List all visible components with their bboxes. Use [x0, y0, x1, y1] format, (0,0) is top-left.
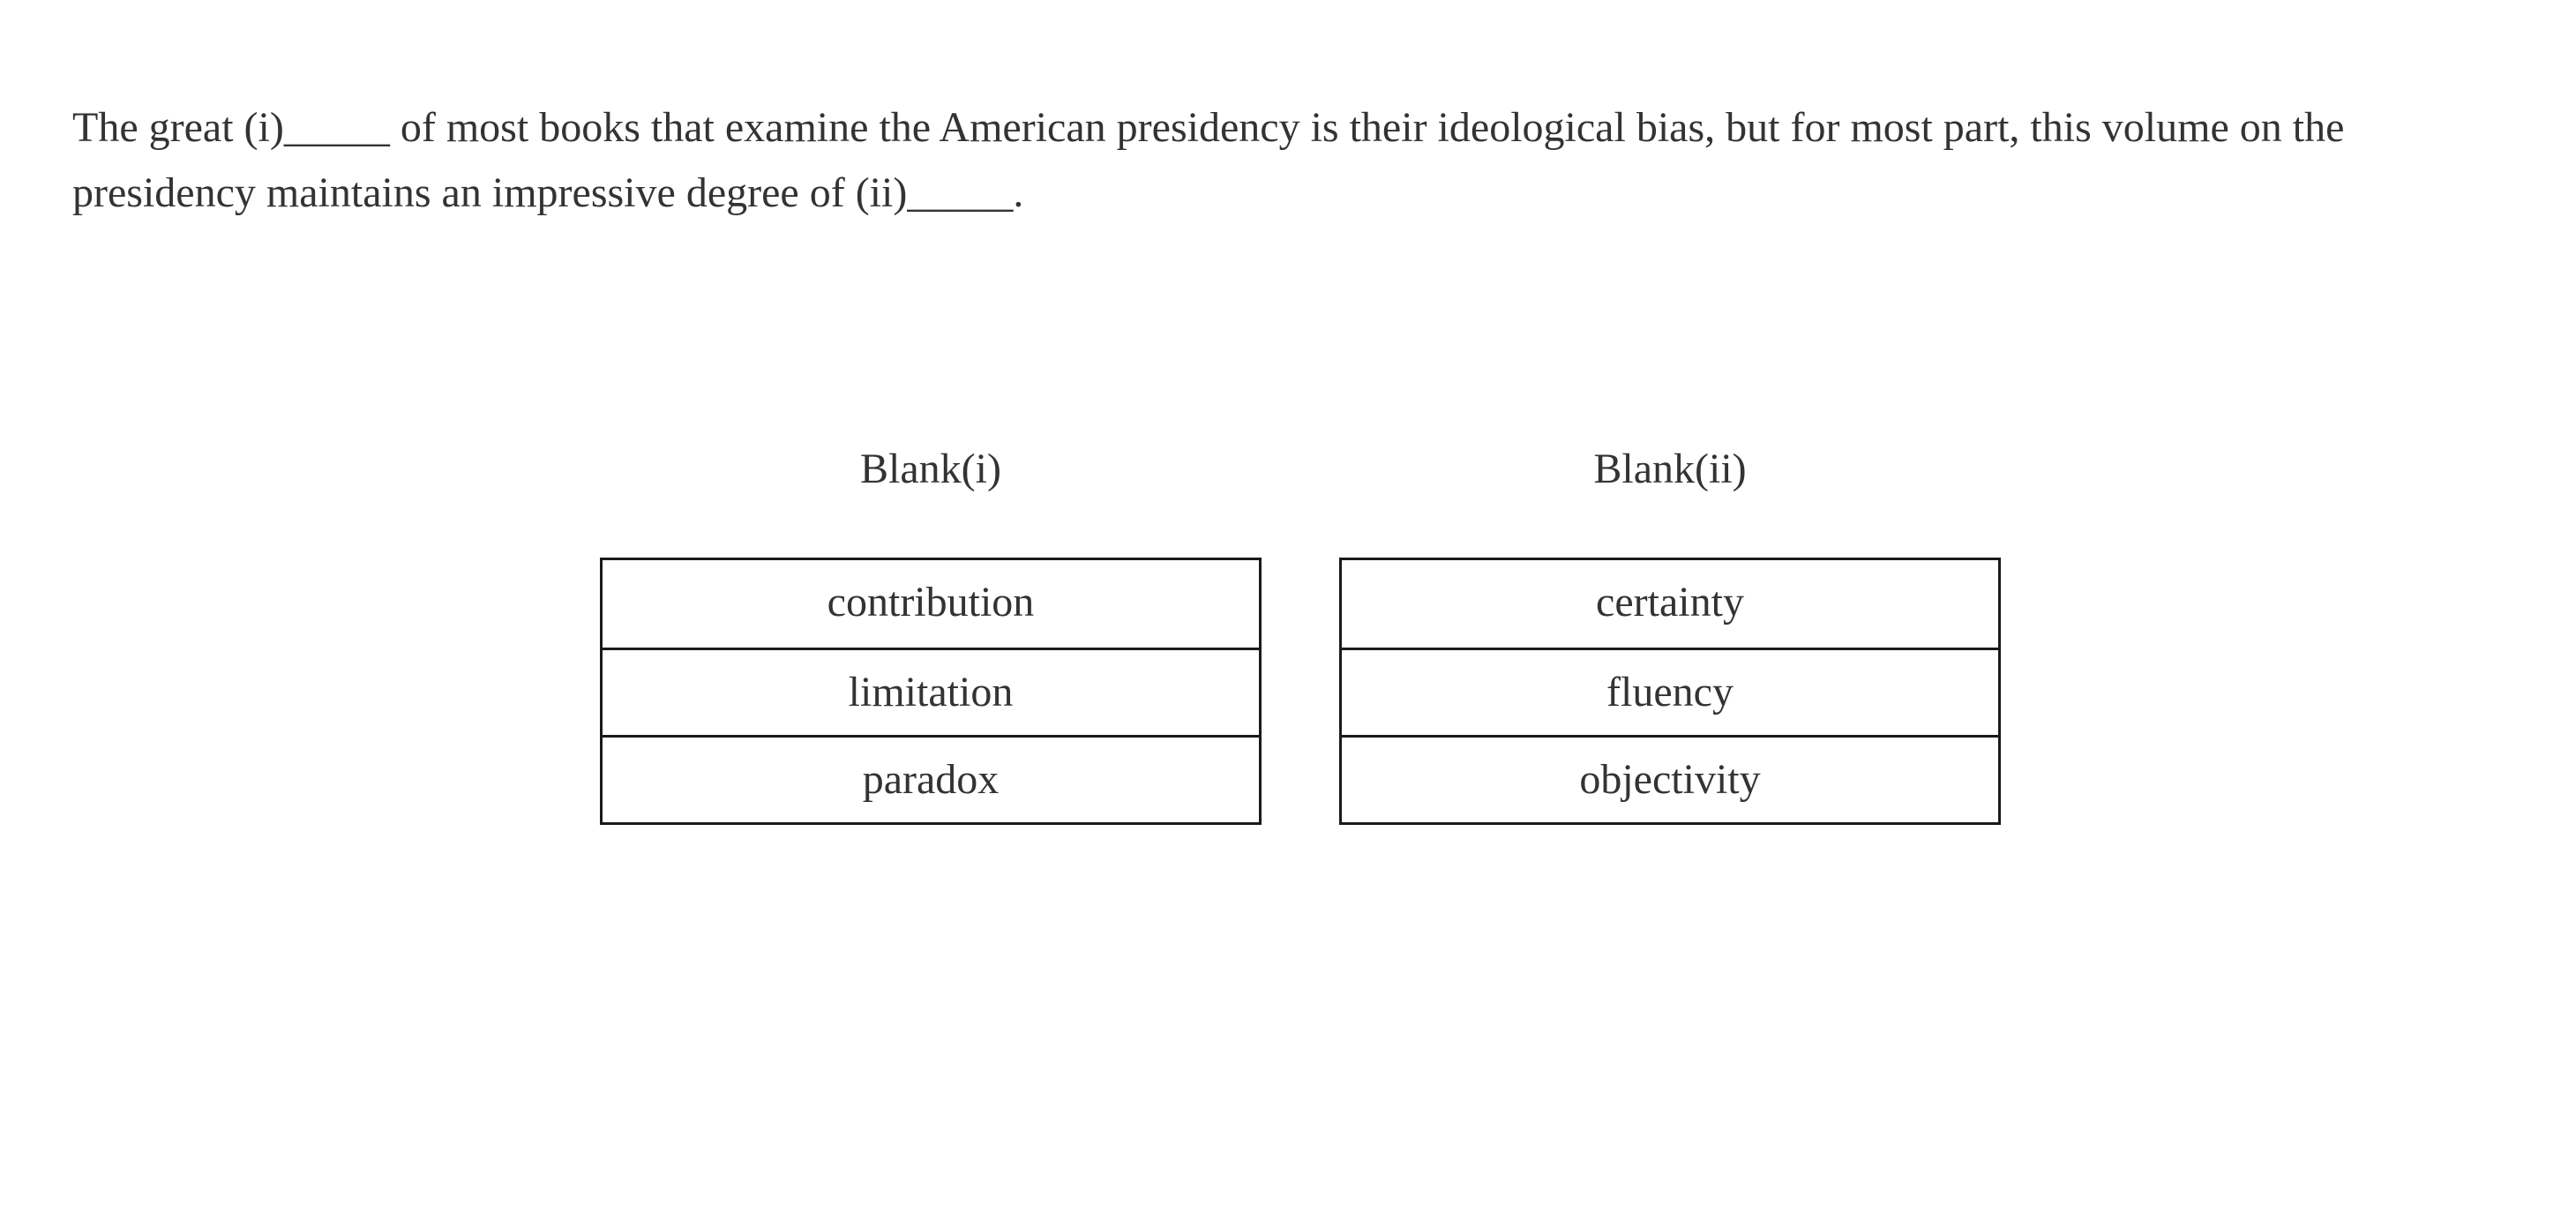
choice-limitation[interactable]: limitation: [603, 648, 1259, 735]
blank-i-header: Blank(i): [860, 446, 1001, 492]
choice-certainty[interactable]: certainty: [1342, 560, 1998, 648]
choice-objectivity[interactable]: objectivity: [1342, 735, 1998, 822]
blank-i-column: [600, 434, 1262, 825]
blank-ii-choices: [1339, 558, 2001, 825]
blank-i-choices: [600, 558, 1262, 825]
blank-ii-header: Blank(ii): [1593, 446, 1747, 492]
question-text: The great (i)_____ of most books that examine the American presidency is their ideological bias, but for most part, this volume on the presidency maintains an impressive degree of (ii)_____.: [72, 104, 2345, 216]
blank-ii-column: [1339, 434, 2001, 825]
choice-fluency[interactable]: fluency: [1342, 648, 1998, 735]
choice-paradox[interactable]: paradox: [603, 735, 1259, 822]
choice-contribution[interactable]: contribution: [603, 560, 1259, 648]
